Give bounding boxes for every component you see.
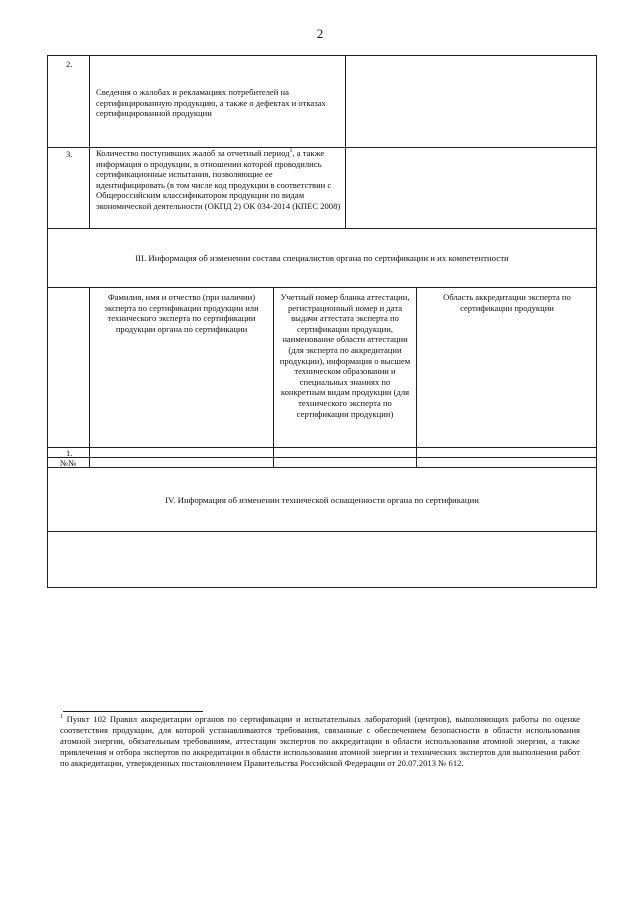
report-form-table	[47, 55, 597, 588]
section-3-heading: III. Информация об изменении состава специалистов органа по сертификации и их компетентности	[135, 253, 509, 263]
row-divider	[48, 467, 596, 468]
complaints-count-text: Количество поступивших жалоб за отчетный период	[96, 148, 290, 158]
row-divider	[48, 228, 596, 229]
accreditation-scope-column-header: Область аккредитации эксперта по сертификации продукции	[443, 292, 571, 313]
numbering-label: №№	[60, 458, 77, 468]
footnote	[60, 714, 580, 769]
row-divider	[48, 531, 596, 532]
row-divider	[48, 447, 596, 448]
footnote-text: Пункт 102 Правил аккредитации органов по сертификации и испытательных лабораторий (центров), выполняющих работы по оценке соответствия продукции, для которой устанавливаются требования, связанные с обеспечением безопасности в области использования атомной энергии, обязательным требованиям, аттестации экспертов по аккредитации в области использования атомной энергии, а также привлечения и отбора экспертов по аккредитации в области использования атомной энергии и технических экспертов для выполнения работ по аккредитации, утвержденных постановлением Правительства Российской Федерации от 20.07.2013 № 612.	[60, 714, 580, 768]
expert-name-column-header: Фамилия, имя и отчество (при наличии) эксперта по сертификации продукции или технического эксперта по сертификации продукции органа по сертификации	[104, 292, 259, 334]
row-number: 3.	[66, 149, 73, 159]
complaints-count-label	[96, 148, 341, 212]
complaints-info-label: Сведения о жалобах и рекламациях потребителей на сертифицированную продукцию, а также о дефектах и отказах сертифицированной продукции	[96, 87, 326, 119]
column-divider	[416, 287, 417, 467]
column-divider	[89, 56, 90, 228]
column-divider	[89, 287, 90, 467]
complaints-count-text-continued: , а также информация о продукции, в отношении которой проводились сертификационные испытания, позволяющие ее идентифицировать (в том числе код продукции в соответствии с Общероссийским классификатором продукции по видам экономической деятельности (ОКПД 2) ОК 034-2014 (КПЕС 2008)	[96, 148, 341, 211]
row-number: 2.	[66, 59, 73, 69]
row-divider	[48, 457, 596, 458]
column-divider	[345, 56, 346, 228]
section-4-heading: IV. Информация об изменении технической оснащенности органа по сертификации	[165, 495, 479, 505]
footnote-separator	[63, 711, 203, 712]
column-divider	[273, 287, 274, 467]
footnote-reference: 1	[289, 148, 293, 155]
attestation-number-column-header: Учетный номер бланка аттестации, регистрационный номер и дата выдачи аттестата эксперта по сертификации продукции, наименование области аттестации (для эксперта по аккредитации продукции), информация о высшем техническом образовании и специальных знаниях по конкретным видам продукции (для технического эксперта по сертификации продукции)	[279, 292, 411, 419]
row-number: 1.	[66, 448, 73, 458]
row-divider	[48, 287, 596, 288]
page-number: 2	[316, 26, 324, 41]
footnote-mark: 1	[60, 714, 63, 721]
